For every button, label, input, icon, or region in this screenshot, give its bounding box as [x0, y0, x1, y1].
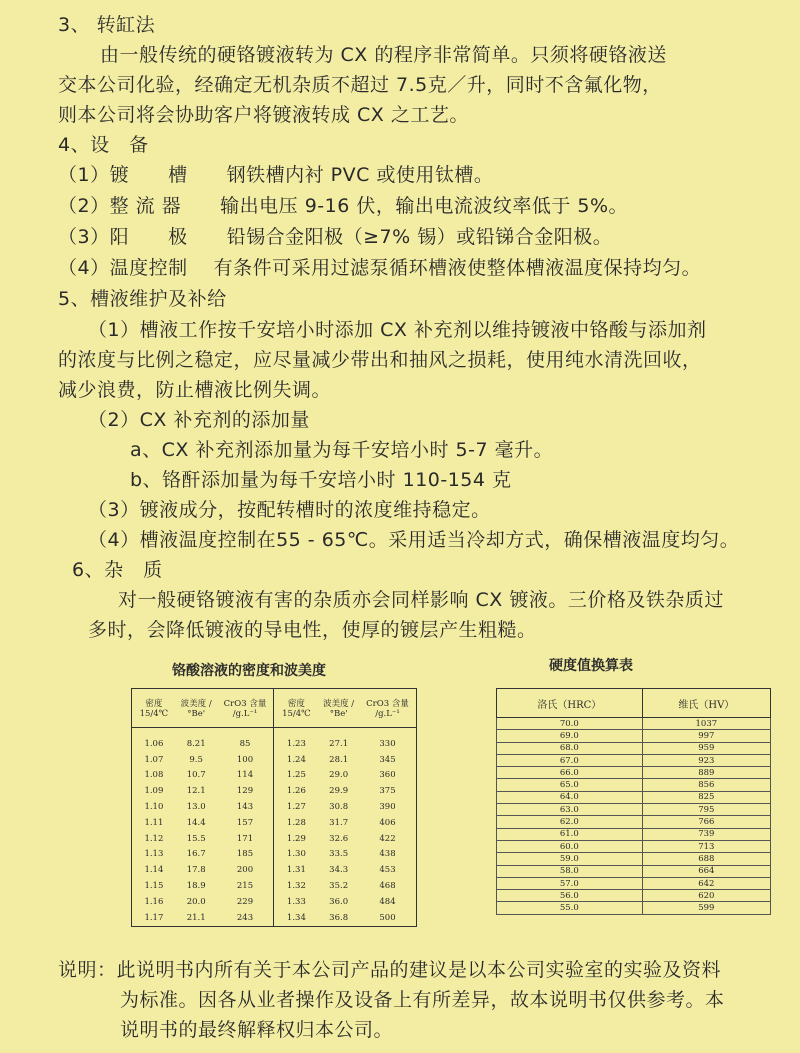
- note-line: 说明书的最终解释权归本公司。: [120, 1019, 394, 1041]
- table-cell: 766: [642, 816, 770, 828]
- table-header-cell: 维氏（HV）: [642, 689, 770, 718]
- table-cell: 69.0: [497, 730, 643, 742]
- paragraph-line: 多时，会降低镀液的导电性，使厚的镀层产生粗糙。: [88, 619, 537, 641]
- table-cell: 63.0: [497, 804, 643, 816]
- table-cell: 1.16: [144, 896, 164, 907]
- table-cell: 664: [642, 865, 770, 877]
- table-cell: 55.0: [497, 902, 643, 914]
- table-cell: 599: [642, 902, 770, 914]
- table-header-cell: 波美度 /°Be': [176, 689, 217, 728]
- paragraph-line: a、CX 补充剂添加量为每千安培小时 5-7 毫升。: [130, 439, 554, 461]
- table-cell: 60.0: [497, 840, 643, 852]
- table-cell: 1.29: [274, 831, 318, 847]
- equipment-line: （4）温度控制 有条件可采用过滤泵循环槽液使整体槽液温度保持均匀。: [58, 257, 702, 279]
- section-heading-3: 3、 转缸法: [58, 14, 156, 36]
- table-cell: 13.0: [186, 802, 206, 813]
- table-cell: 1.17: [144, 912, 164, 923]
- table-header-cell: 洛氏（HRC）: [497, 689, 643, 718]
- paragraph-line: （3）镀液成分，按配转槽时的浓度维持稳定。: [88, 499, 491, 521]
- table-cell: 795: [642, 804, 770, 816]
- table-row: [497, 853, 771, 865]
- table-cell: 27.1: [329, 738, 349, 749]
- table-cell: 35.2: [329, 881, 349, 892]
- table-row: [132, 894, 417, 910]
- table-cell: 406: [379, 817, 396, 828]
- table-cell: 345: [379, 754, 396, 765]
- paragraph-line: 由一般传统的硬铬镀液转为 CX 的程序非常简单。只须将硬铬液送: [100, 44, 667, 66]
- table-row: [132, 783, 417, 799]
- table-row: [497, 754, 771, 766]
- table-cell: 1.10: [144, 802, 164, 813]
- equipment-line: （1）镀 槽 钢铁槽内衬 PVC 或使用钛槽。: [58, 164, 494, 186]
- equipment-line: （2）整 流 器 输出电压 9-16 伏，输出电流波纹率低于 5%。: [58, 195, 629, 217]
- table-cell: 59.0: [497, 853, 643, 865]
- table-cell: 856: [642, 779, 770, 791]
- table-row: [497, 902, 771, 914]
- table-row: [497, 767, 771, 779]
- table-row: [497, 742, 771, 754]
- table-cell: 30.8: [329, 802, 349, 813]
- paragraph-line: b、铬酐添加量为每千安培小时 110-154 克: [130, 469, 512, 491]
- table-cell: 32.6: [329, 833, 349, 844]
- table-row: [497, 877, 771, 889]
- table-cell: 57.0: [497, 877, 643, 889]
- table-cell: 1.23: [274, 728, 318, 752]
- table-row: [132, 862, 417, 878]
- table-row: [497, 816, 771, 828]
- table-cell: 1.11: [144, 817, 164, 828]
- table-cell: 1.24: [274, 752, 318, 768]
- table-cell: 1.31: [274, 862, 318, 878]
- table-row: [132, 831, 417, 847]
- table-cell: 36.8: [329, 912, 349, 923]
- table-cell: 9.5: [189, 754, 203, 765]
- table-cell: 143: [236, 802, 254, 813]
- table-cell: 56.0: [497, 890, 643, 902]
- table-cell: 360: [379, 770, 396, 781]
- table-cell: 68.0: [497, 742, 643, 754]
- table-row: [132, 768, 417, 784]
- table-cell: 825: [642, 791, 770, 803]
- paragraph-line: （2）CX 补充剂的添加量: [88, 409, 310, 431]
- hardness-table: [496, 688, 771, 915]
- table-cell: 923: [642, 754, 770, 766]
- table-cell: 61.0: [497, 828, 643, 840]
- table-cell: 14.4: [186, 817, 206, 828]
- table-cell: 1.25: [274, 768, 318, 784]
- table-row: [497, 890, 771, 902]
- table-cell: 229: [236, 896, 254, 907]
- table-cell: 1.33: [274, 894, 318, 910]
- density-table-title: 铬酸溶液的密度和波美度: [172, 663, 326, 679]
- table-cell: 215: [236, 881, 254, 892]
- section-heading-6: 6、杂 质: [72, 559, 163, 581]
- table-row: [497, 779, 771, 791]
- table-cell: 1.32: [274, 878, 318, 894]
- table-cell: 1.14: [144, 865, 164, 876]
- table-cell: 58.0: [497, 865, 643, 877]
- table-header-row: [132, 689, 417, 728]
- table-cell: 1.30: [274, 847, 318, 863]
- table-cell: 375: [379, 786, 396, 797]
- table-cell: 1.09: [144, 786, 164, 797]
- paragraph-line: 交本公司化验，经确定无机杂质不超过 7.5克／升，同时不含氟化物，: [58, 74, 662, 96]
- table-cell: 8.21: [186, 738, 206, 749]
- table-cell: 64.0: [497, 791, 643, 803]
- paragraph-line: （4）槽液温度控制在55 - 65℃。采用适当冷却方式，确保槽液温度均匀。: [88, 529, 740, 551]
- table-cell: 33.5: [329, 849, 349, 860]
- table-row: [132, 910, 417, 926]
- table-cell: 997: [642, 730, 770, 742]
- table-cell: 1.26: [274, 783, 318, 799]
- note-line: 说明：此说明书内所有关于本公司产品的建议是以本公司实验室的实验及资料: [58, 959, 722, 981]
- table-cell: 484: [379, 896, 396, 907]
- table-row: [132, 728, 417, 752]
- table-cell: 10.7: [186, 770, 206, 781]
- table-cell: 713: [642, 840, 770, 852]
- table-cell: 330: [379, 738, 396, 749]
- table-cell: 36.0: [329, 896, 349, 907]
- table-cell: 66.0: [497, 767, 643, 779]
- table-cell: 20.0: [186, 896, 206, 907]
- table-cell: 889: [642, 767, 770, 779]
- table-cell: 1.13: [144, 849, 164, 860]
- table-cell: 959: [642, 742, 770, 754]
- table-cell: 500: [379, 912, 396, 923]
- table-header-cell: CrO3 含量 /g.L⁻¹: [359, 689, 417, 728]
- table-cell: 185: [236, 849, 254, 860]
- table-row: [132, 878, 417, 894]
- table-cell: 243: [236, 912, 254, 923]
- table-cell: 1.28: [274, 815, 318, 831]
- section-heading-4: 4、设 备: [58, 134, 149, 156]
- table-row: [497, 840, 771, 852]
- table-row: [497, 718, 771, 730]
- table-header-cell: 密度 15/4℃: [274, 689, 318, 728]
- table-row: [497, 730, 771, 742]
- table-row: [497, 804, 771, 816]
- table-row: [497, 828, 771, 840]
- table-cell: 114: [236, 770, 254, 781]
- table-row: [132, 815, 417, 831]
- table-header-row: [497, 689, 771, 718]
- table-cell: 65.0: [497, 779, 643, 791]
- table-row: [132, 799, 417, 815]
- table-header-cell: 密度 15/4℃: [132, 689, 176, 728]
- table-cell: 171: [236, 833, 254, 844]
- table-cell: 390: [379, 802, 396, 813]
- table-cell: 12.1: [186, 786, 206, 797]
- table-cell: 28.1: [329, 754, 349, 765]
- equipment-line: （3）阳 极 铅锡合金阳极（≥7% 锡）或铅锑合金阳极。: [58, 226, 613, 248]
- paragraph-line: 减少浪费，防止槽液比例失调。: [58, 379, 332, 401]
- table-cell: 1037: [642, 718, 770, 730]
- table-cell: 438: [379, 849, 396, 860]
- table-cell: 17.8: [186, 865, 206, 876]
- table-cell: 67.0: [497, 754, 643, 766]
- paragraph-line: （1）槽液工作按千安培小时添加 CX 补充剂以维持镀液中铬酸与添加剂: [88, 319, 707, 341]
- table-cell: 157: [236, 817, 254, 828]
- table-cell: 18.9: [186, 881, 206, 892]
- table-cell: 1.06: [144, 738, 164, 749]
- table-cell: 1.08: [144, 770, 164, 781]
- table-cell: 34.3: [329, 865, 349, 876]
- note-line: 为标准。因各从业者操作及设备上有所差异，故本说明书仅供参考。本: [120, 989, 725, 1011]
- table-cell: 620: [642, 890, 770, 902]
- table-header-cell: CrO3 含量 /g.L⁻¹: [217, 689, 274, 728]
- table-cell: 1.07: [144, 754, 164, 765]
- paragraph-line: 对一般硬铬镀液有害的杂质亦会同样影响 CX 镀液。三价格及铁杂质过: [118, 589, 724, 611]
- table-cell: 16.7: [186, 849, 206, 860]
- hardness-table-title: 硬度值换算表: [549, 658, 633, 674]
- table-cell: 129: [236, 786, 254, 797]
- table-cell: 29.9: [329, 786, 349, 797]
- table-cell: 85: [239, 738, 251, 749]
- table-cell: 21.1: [186, 912, 206, 923]
- table-cell: 15.5: [186, 833, 206, 844]
- table-cell: 688: [642, 853, 770, 865]
- section-heading-5: 5、槽液维护及补给: [58, 288, 227, 310]
- table-cell: 642: [642, 877, 770, 889]
- density-table: [131, 688, 417, 927]
- table-cell: 29.0: [329, 770, 349, 781]
- table-cell: 62.0: [497, 816, 643, 828]
- table-header-cell: 波美度 /°Be': [318, 689, 359, 728]
- table-row: [497, 791, 771, 803]
- table-cell: 468: [379, 881, 396, 892]
- table-cell: 1.12: [144, 833, 164, 844]
- paragraph-line: 的浓度与比例之稳定，应尽量减少带出和抽风之损耗，使用纯水清洗回收，: [58, 349, 702, 371]
- paragraph-line: 则本公司将会协助客户将镀液转成 CX 之工艺。: [58, 104, 469, 126]
- table-cell: 739: [642, 828, 770, 840]
- table-cell: 200: [236, 865, 254, 876]
- table-cell: 31.7: [329, 817, 349, 828]
- table-row: [497, 865, 771, 877]
- table-cell: 70.0: [497, 718, 643, 730]
- table-row: [132, 847, 417, 863]
- table-cell: 453: [379, 865, 396, 876]
- table-cell: 100: [236, 754, 254, 765]
- table-row: [132, 752, 417, 768]
- table-cell: 1.27: [274, 799, 318, 815]
- table-cell: 422: [379, 833, 396, 844]
- table-cell: 1.34: [274, 910, 318, 926]
- table-cell: 1.15: [144, 881, 164, 892]
